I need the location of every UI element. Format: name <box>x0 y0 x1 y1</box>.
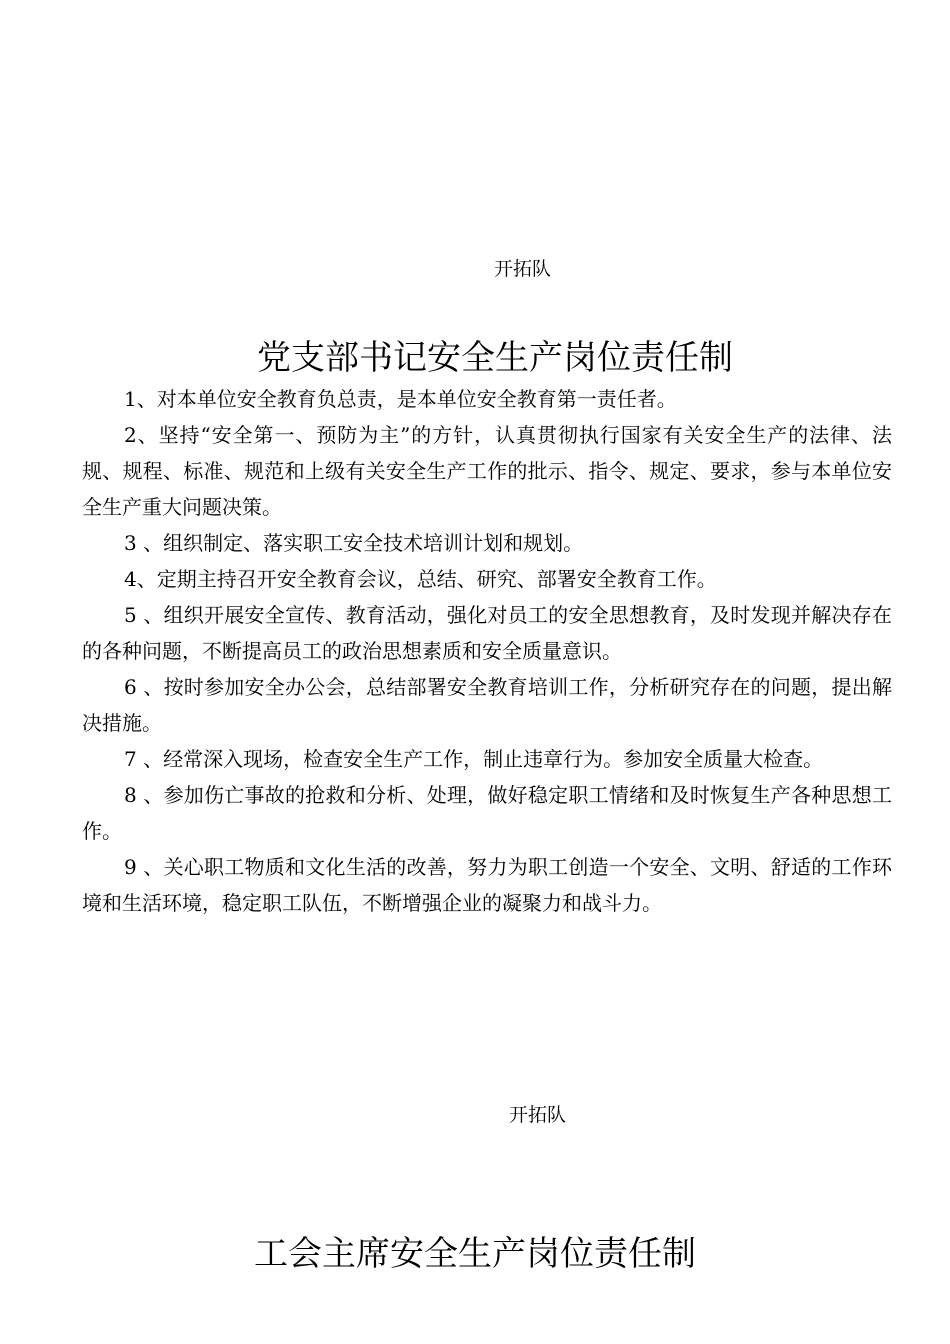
list-item: 2、坚持“安全第一、预防为主”的方针，认真贯彻执行国家有关安全生产的法律、法规、规程、标准、规范和上级有关安全生产工作的批示、指令、规定、要求，参与本单位安全生产重大问题决策。 <box>82 423 892 519</box>
list-item: 3 、组织制定、落实职工安全技术培训计划和规划。 <box>124 531 584 555</box>
list-item: 8 、参加伤亡事故的抢救和分析、处理，做好稳定职工情绪和及时恢复生产各种思想工作。 <box>82 783 892 843</box>
team-label: 开拓队 <box>509 1104 567 1126</box>
list-item: 9 、关心职工物质和文化生活的改善，努力为职工创造一个安全、文明、舒适的工作环境和生活环境，稳定职工队伍，不断增强企业的凝聚力和战斗力。 <box>82 855 892 915</box>
responsibility-list <box>82 381 892 921</box>
list-item: 5 、组织开展安全宣传、教育活动，强化对员工的安全思想教育，及时发现并解决存在的各种问题，不断提高员工的政治思想素质和安全质量意识。 <box>82 603 892 663</box>
list-item: 4、定期主持召开安全教育会议，总结、研究、部署安全教育工作。 <box>124 567 717 591</box>
document-title: 工会主席安全生产岗位责任制 <box>254 1234 696 1274</box>
list-item: 1、对本单位安全教育负总责，是本单位安全教育第一责任者。 <box>124 387 677 411</box>
list-item: 7 、经常深入现场，检查安全生产工作，制止违章行为。参加安全质量大检查。 <box>124 747 824 771</box>
list-item: 6 、按时参加安全办公会，总结部署安全教育培训工作，分析研究存在的问题，提出解决措施。 <box>82 675 892 735</box>
document-title: 党支部书记安全生产岗位责任制 <box>257 338 733 378</box>
team-label: 开拓队 <box>494 258 552 280</box>
